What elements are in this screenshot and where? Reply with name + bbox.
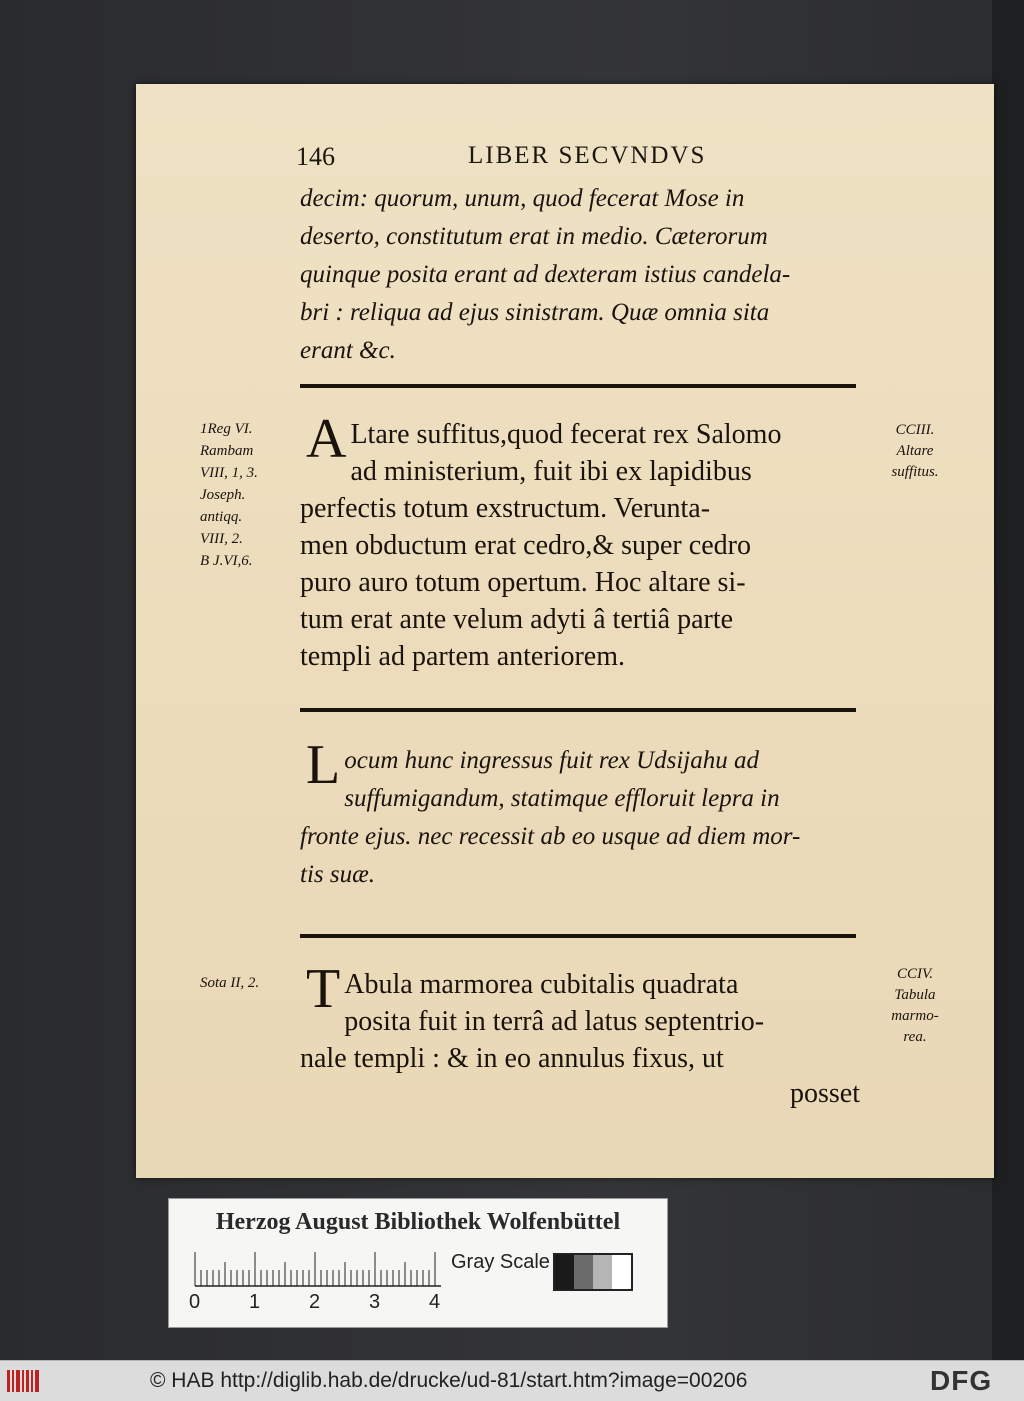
margin-line: 1Reg VI. [200,421,253,437]
ruler-number: 1 [249,1291,261,1313]
margin-line: VIII, 1, 3. [200,465,258,481]
text-line: suffumigandum, statimque effloruit lepra in [344,785,780,812]
margin-line: Tabula [894,987,936,1003]
drop-cap: A [306,408,347,470]
text-line: tis suæ. [300,861,376,888]
ruler-number: 3 [369,1291,381,1313]
text-line: erant &c. [300,337,396,364]
margin-line: antiqq. [200,509,243,525]
text-line: Abula marmorea cubitalis quadrata [344,969,739,1000]
text-line: decim: quorum, unum, quod fecerat Mose in [300,185,745,212]
text-line: quinque posita erant ad dexteram istius candela- [300,261,791,288]
gray-swatch [612,1255,631,1289]
margin-line: VIII, 2. [200,531,243,547]
altar-paragraph [300,408,860,675]
text-line: ocum hunc ingressus fuit rex Udsijahu ad [344,747,760,774]
text-line: puro auro totum opertum. Hoc altare si- [300,567,746,598]
ruler-number: 0 [189,1291,201,1313]
page-number: 146 [296,142,335,171]
drop-cap: T [306,958,341,1020]
source-credit[interactable]: © HAB http://diglib.hab.de/drucke/ud-81/start.htm?image=00206 [150,1369,748,1392]
gray-scale-label: Gray Scale [451,1251,550,1273]
gray-swatch [593,1255,612,1289]
dfg-logo: DFG [930,1365,993,1396]
viewer-footer [0,1360,1024,1401]
uzziah-paragraph [300,734,860,894]
text-line: fronte ejus. nec recessit ab eo usque ad diem mor- [300,823,801,850]
opening-paragraph [300,180,860,370]
section-divider [300,384,856,388]
margin-line: CCIV. [897,966,933,982]
margin-line: marmo- [891,1008,939,1024]
text-line: deserto, constitutum erat in medio. Cæterorum [300,223,768,250]
margin-line: Altare [896,443,934,459]
margin-line: Joseph. [200,487,246,503]
margin-line: B J.VI,6. [200,553,253,569]
text-line: posita fuit in terrâ ad latus septentrio- [344,1006,765,1037]
section-divider [300,934,856,938]
margin-line: suffitus. [891,464,939,480]
text-line: Ltare suffitus,quod fecerat rex Salomo [350,419,782,450]
drop-cap: L [306,734,341,796]
ruler-scale [193,1251,443,1287]
text-line: nale templi : & in eo annulus fixus, ut [300,1043,724,1074]
catchword: posset [790,1078,860,1109]
margin-line: Sota II, 2. [200,975,260,991]
margin-note-left-altar [200,418,298,572]
gray-scale-swatches [553,1253,633,1291]
margin-note-right-altar [870,420,960,483]
section-divider [300,708,856,712]
ruler-numbers [183,1291,453,1317]
text-line: men obductum erat cedro,& super cedro [300,530,751,561]
text-line: templi ad partem anteriorem. [300,641,625,672]
margin-note-left-table [200,972,298,994]
text-line: perfectis totum exstructum. Verunta- [300,493,711,524]
margin-line: Rambam [200,443,254,459]
library-name: Herzog August Bibliothek Wolfenbüttel [215,1209,621,1235]
margin-note-right-table [870,964,960,1048]
text-line: tum erat ante velum adyti â tertiâ parte [300,604,734,635]
library-color-card [168,1198,668,1328]
ruler-number: 2 [309,1291,321,1313]
margin-line: CCIII. [895,422,935,438]
table-paragraph [300,958,860,1077]
gray-swatch [574,1255,593,1289]
ruler-number: 4 [429,1291,441,1313]
page-header [296,142,856,176]
hab-logo-icon [6,1367,42,1395]
text-line: bri : reliqua ad ejus sinistram. Quæ omnia sita [300,299,770,326]
margin-line: rea. [903,1029,927,1045]
scan-right-edge [992,0,1024,1360]
running-head: LIBER SECVNDVS [468,142,707,169]
text-line: ad ministerium, fuit ibi ex lapidibus [350,456,752,487]
gray-swatch [555,1255,574,1289]
